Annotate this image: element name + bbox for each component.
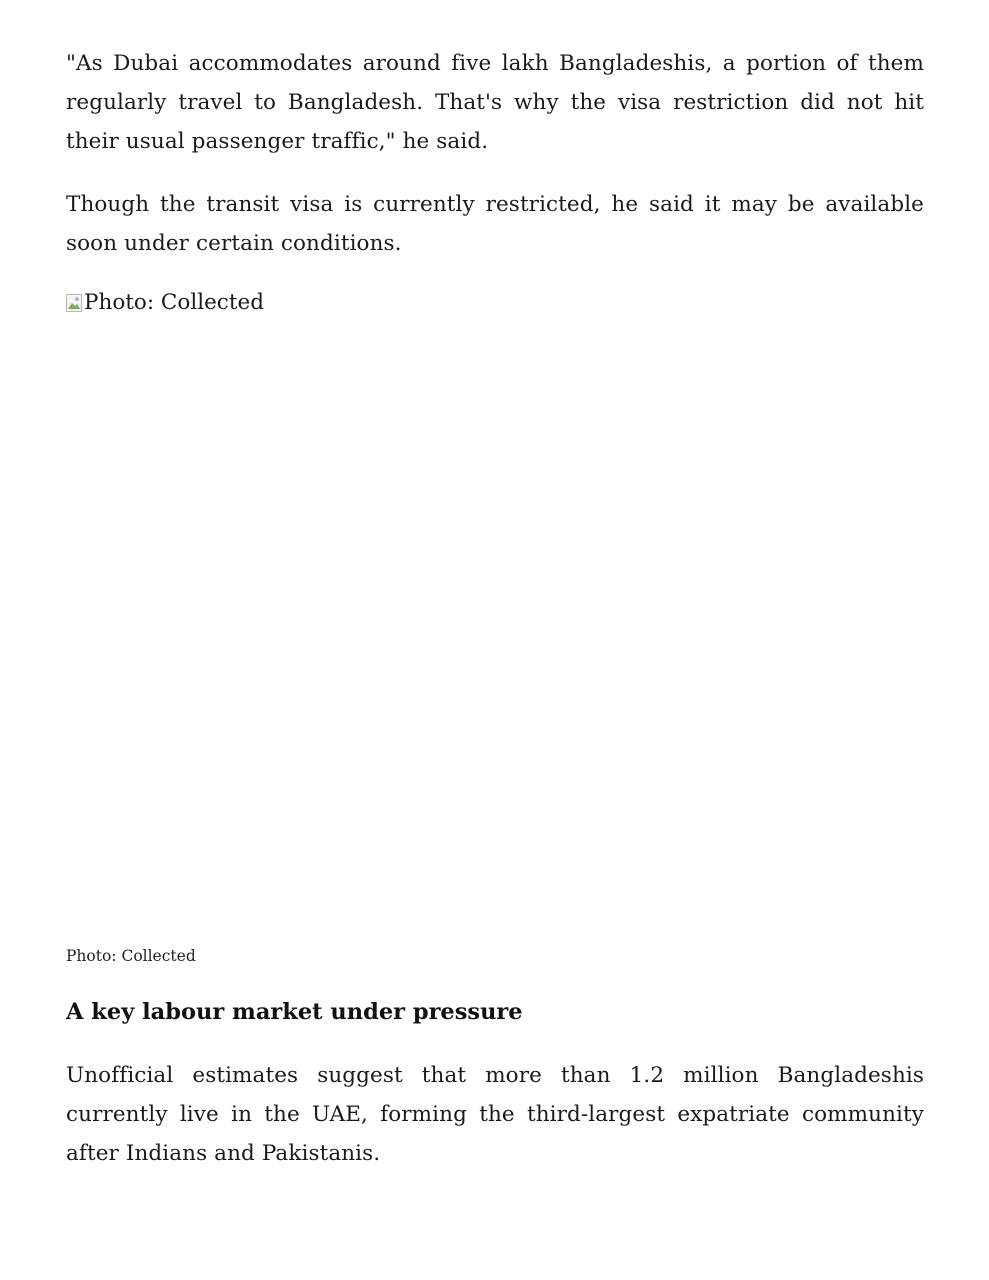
image-caption: Photo: Collected (66, 947, 196, 965)
article-image (66, 288, 924, 928)
article-paragraph: Unofficial estimates suggest that more than 1.2 million Bangladeshis currently live in the UAE, forming the third-largest expatriate community after Indians and Pakistanis. (66, 1063, 924, 1166)
broken-image-icon (66, 291, 82, 309)
article-paragraph: "As Dubai accommodates around five lakh Bangladeshis, a portion of them regularly travel to Bangladesh. That's why the visa restriction did not hit their usual passenger traffic," he said. (66, 51, 924, 154)
image-alt-text: Photo: Collected (84, 290, 264, 315)
article-paragraph: Though the transit visa is currently restricted, he said it may be available soon under certain conditions. (66, 192, 924, 256)
section-heading: A key labour market under pressure (66, 999, 523, 1025)
